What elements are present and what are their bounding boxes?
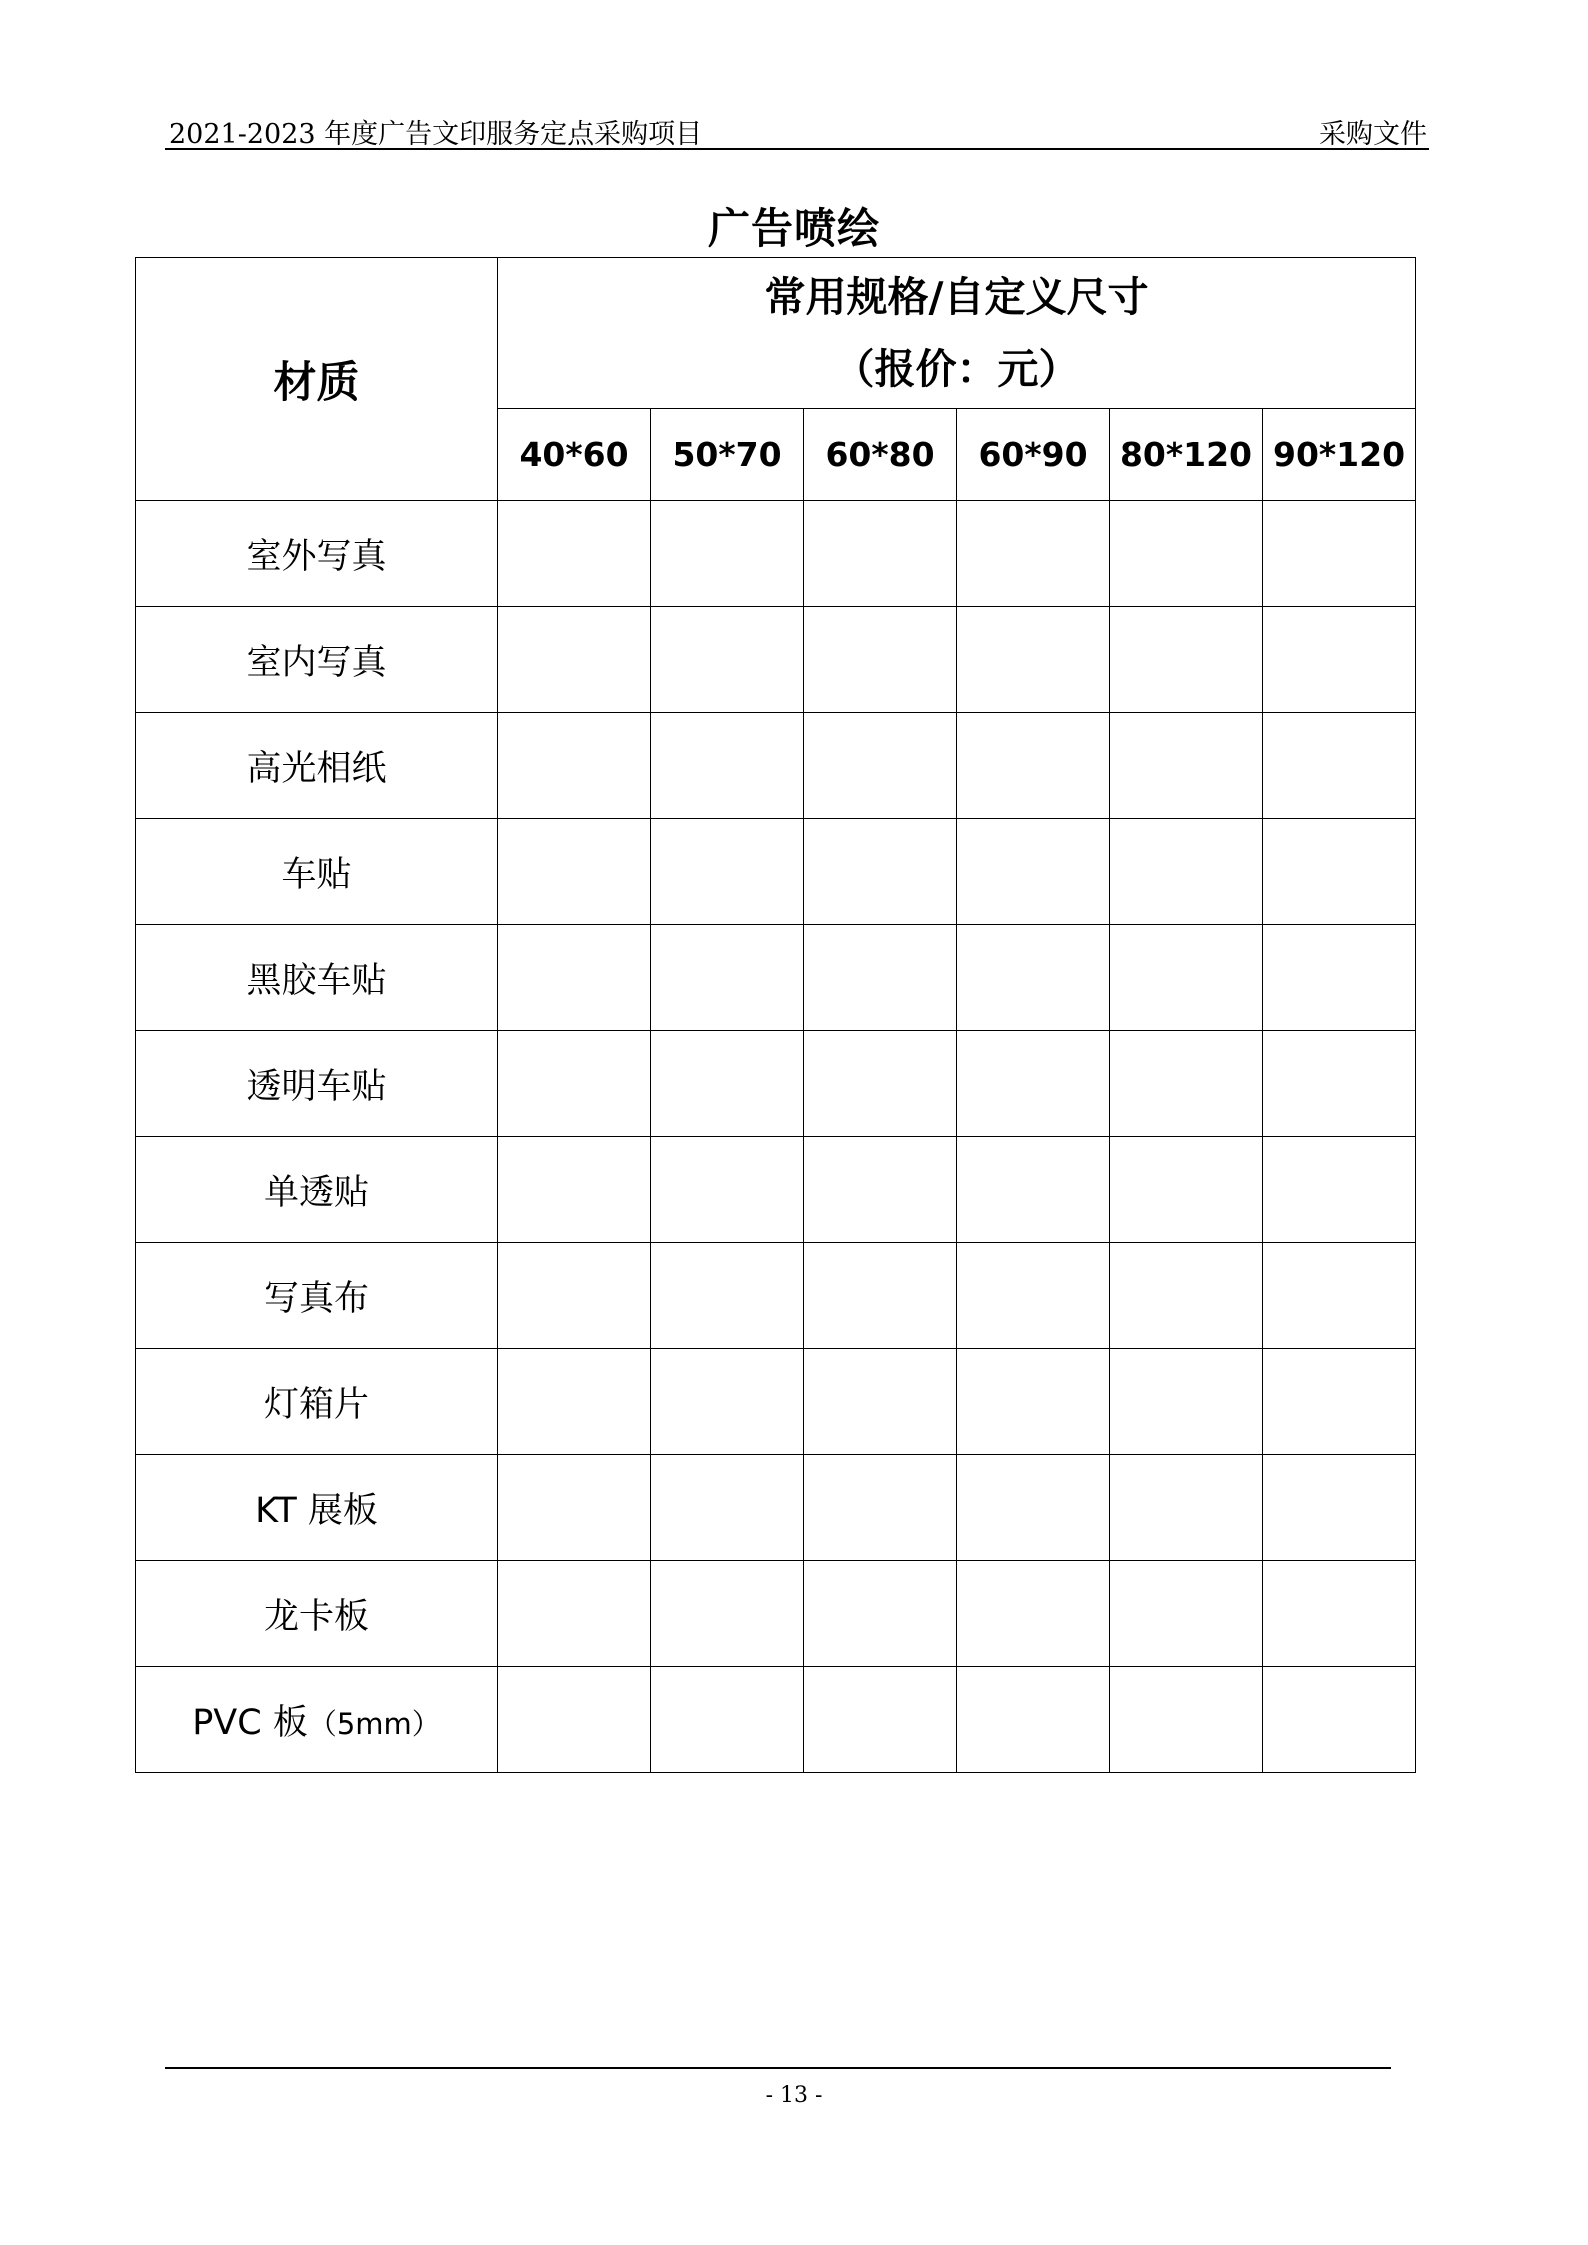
price-cell <box>651 925 804 1031</box>
table-row <box>136 1667 1416 1773</box>
table-row <box>136 1561 1416 1667</box>
price-cell <box>804 607 957 713</box>
material-cell <box>136 819 498 925</box>
material-cell <box>136 1243 498 1349</box>
price-cell <box>1110 1031 1263 1137</box>
price-cell <box>1110 1455 1263 1561</box>
material-cell <box>136 501 498 607</box>
material-name: KT 展板 <box>255 1490 378 1531</box>
table-row <box>136 925 1416 1031</box>
price-cell <box>1263 1455 1416 1561</box>
material-cell <box>136 1455 498 1561</box>
size-column-header: 50*70 <box>651 409 804 501</box>
material-name: 龙卡板 <box>263 1596 369 1637</box>
table-row <box>136 1031 1416 1137</box>
price-cell <box>804 1349 957 1455</box>
price-cell <box>1110 819 1263 925</box>
price-cell <box>1110 501 1263 607</box>
price-cell <box>651 501 804 607</box>
material-column-header: 材质 <box>136 258 498 501</box>
price-cell <box>1110 713 1263 819</box>
price-cell <box>804 501 957 607</box>
material-cell <box>136 1137 498 1243</box>
page-number: - 13 - <box>765 2083 823 2108</box>
price-cell <box>1263 501 1416 607</box>
table-row <box>136 713 1416 819</box>
material-name: 写真布 <box>263 1278 369 1319</box>
price-cell <box>804 925 957 1031</box>
material-cell <box>136 1031 498 1137</box>
price-cell <box>1263 925 1416 1031</box>
price-cell <box>1263 607 1416 713</box>
table-row <box>136 1243 1416 1349</box>
material-cell <box>136 713 498 819</box>
price-cell <box>1110 1137 1263 1243</box>
price-cell <box>498 819 651 925</box>
price-cell <box>651 1243 804 1349</box>
footer-divider <box>165 2067 1391 2069</box>
price-cell <box>1263 713 1416 819</box>
size-column-header: 90*120 <box>1263 409 1416 501</box>
price-cell <box>1110 607 1263 713</box>
price-cell <box>957 819 1110 925</box>
price-cell <box>804 1031 957 1137</box>
price-cell <box>804 713 957 819</box>
price-cell <box>1263 1137 1416 1243</box>
price-cell <box>804 1455 957 1561</box>
size-column-header: 40*60 <box>498 409 651 501</box>
header-project-name: 2021-2023 年度广告文印服务定点采购项目 <box>169 119 703 150</box>
price-table <box>135 257 1416 1773</box>
price-cell <box>498 1455 651 1561</box>
material-name: 单透贴 <box>263 1172 369 1213</box>
table-row <box>136 1349 1416 1455</box>
page-header <box>165 108 1429 150</box>
price-cell <box>957 925 1110 1031</box>
price-cell <box>498 501 651 607</box>
price-cell <box>1263 1667 1416 1773</box>
material-cell <box>136 1667 498 1773</box>
price-cell <box>498 1137 651 1243</box>
price-cell <box>804 1667 957 1773</box>
material-cell <box>136 607 498 713</box>
material-name: 黑胶车贴 <box>246 960 387 1001</box>
price-cell <box>1263 819 1416 925</box>
price-cell <box>957 1455 1110 1561</box>
price-cell <box>498 925 651 1031</box>
price-cell <box>1110 1243 1263 1349</box>
price-cell <box>957 1137 1110 1243</box>
material-name: 高光相纸 <box>246 748 387 789</box>
table-row <box>136 607 1416 713</box>
price-cell <box>957 1561 1110 1667</box>
size-column-header: 60*90 <box>957 409 1110 501</box>
material-cell <box>136 925 498 1031</box>
price-cell <box>957 1349 1110 1455</box>
material-name: 车贴 <box>281 854 352 895</box>
spec-header-line1: 常用规格/自定义尺寸 <box>764 273 1149 321</box>
material-name: 室内写真 <box>246 642 387 683</box>
page-title: 广告喷绘 <box>707 204 880 253</box>
price-cell <box>651 1349 804 1455</box>
price-cell <box>804 1137 957 1243</box>
size-column-header: 60*80 <box>804 409 957 501</box>
price-cell <box>1263 1349 1416 1455</box>
material-cell <box>136 1349 498 1455</box>
price-cell <box>1110 1561 1263 1667</box>
price-cell <box>498 607 651 713</box>
price-cell <box>957 501 1110 607</box>
material-note: （5mm） <box>307 1706 441 1741</box>
price-cell <box>498 1349 651 1455</box>
price-cell <box>651 713 804 819</box>
price-cell <box>498 1031 651 1137</box>
price-cell <box>1263 1031 1416 1137</box>
price-cell <box>651 819 804 925</box>
material-name: 灯箱片 <box>263 1384 369 1425</box>
price-cell <box>1110 1349 1263 1455</box>
price-cell <box>651 1031 804 1137</box>
table-header-row <box>136 258 1416 409</box>
table-body <box>136 501 1416 1773</box>
spec-header-line2: （报价：元） <box>833 345 1080 393</box>
price-cell <box>498 1561 651 1667</box>
spec-column-header <box>498 258 1416 409</box>
price-cell <box>651 1137 804 1243</box>
table-row <box>136 1137 1416 1243</box>
price-cell <box>804 1243 957 1349</box>
price-cell <box>651 1667 804 1773</box>
material-name: 室外写真 <box>246 536 387 577</box>
table-row <box>136 1455 1416 1561</box>
price-cell <box>1263 1561 1416 1667</box>
price-cell <box>804 819 957 925</box>
header-doc-type: 采购文件 <box>1319 119 1427 150</box>
price-cell <box>804 1561 957 1667</box>
price-cell <box>957 713 1110 819</box>
price-cell <box>957 607 1110 713</box>
size-column-header: 80*120 <box>1110 409 1263 501</box>
price-cell <box>651 1561 804 1667</box>
material-name: 透明车贴 <box>246 1066 387 1107</box>
table-row <box>136 501 1416 607</box>
table-row <box>136 819 1416 925</box>
price-cell <box>1110 1667 1263 1773</box>
price-cell <box>498 1243 651 1349</box>
price-cell <box>498 713 651 819</box>
price-cell <box>651 1455 804 1561</box>
price-cell <box>957 1243 1110 1349</box>
material-name: PVC 板 <box>192 1702 308 1743</box>
price-cell <box>1263 1243 1416 1349</box>
price-cell <box>957 1031 1110 1137</box>
price-cell <box>957 1667 1110 1773</box>
material-cell <box>136 1561 498 1667</box>
price-cell <box>1110 925 1263 1031</box>
price-cell <box>498 1667 651 1773</box>
price-cell <box>651 607 804 713</box>
